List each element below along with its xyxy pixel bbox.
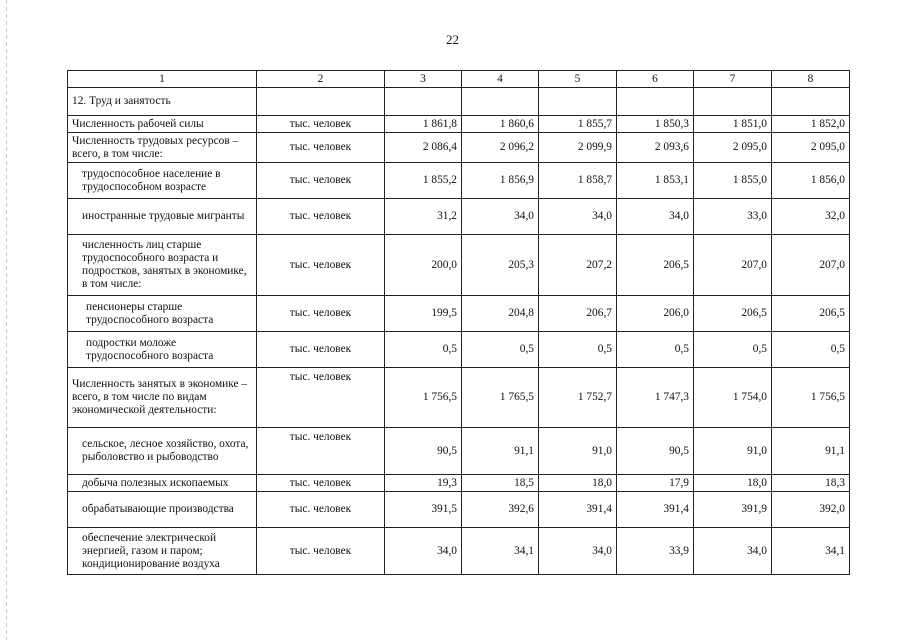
- row-value: 33,9: [617, 528, 694, 575]
- header-row: [68, 71, 850, 88]
- row-value: 34,0: [617, 199, 694, 235]
- table-row: [68, 528, 850, 575]
- row-value: 91,0: [694, 428, 772, 475]
- labor-employment-table: [67, 70, 850, 575]
- row-value: 1 860,6: [462, 116, 539, 133]
- row-unit: тыс. человек: [257, 428, 385, 475]
- row-value: 90,5: [385, 428, 462, 475]
- header-cell: 6: [617, 71, 694, 88]
- row-value: 91,0: [539, 428, 617, 475]
- empty-cell: [539, 88, 617, 116]
- row-value: 207,0: [694, 235, 772, 296]
- row-unit: тыс. человек: [257, 199, 385, 235]
- row-value: 34,0: [694, 528, 772, 575]
- row-value: 34,0: [462, 199, 539, 235]
- row-label: Численность рабочей силы: [68, 116, 257, 133]
- page-number: 22: [446, 32, 459, 47]
- row-label: подростки моложе трудоспособного возраста: [68, 332, 257, 368]
- row-value: 0,5: [462, 332, 539, 368]
- table-row: [68, 199, 850, 235]
- row-value: 32,0: [772, 199, 850, 235]
- row-value: 1 861,8: [385, 116, 462, 133]
- row-value: 2 095,0: [772, 133, 850, 163]
- row-unit: тыс. человек: [257, 116, 385, 133]
- row-value: 1 765,5: [462, 368, 539, 428]
- row-unit: тыс. человек: [257, 296, 385, 332]
- row-value: 18,3: [772, 475, 850, 492]
- row-unit: тыс. человек: [257, 332, 385, 368]
- empty-cell: [385, 88, 462, 116]
- header-cell: 4: [462, 71, 539, 88]
- header-cell: 7: [694, 71, 772, 88]
- row-value: 2 095,0: [694, 133, 772, 163]
- empty-cell: [694, 88, 772, 116]
- table-row: [68, 296, 850, 332]
- section-title: 12. Труд и занятость: [68, 88, 257, 116]
- row-value: 392,0: [772, 492, 850, 528]
- binding-margin-line: [6, 0, 7, 640]
- row-label: численность лиц старше трудоспособного возраста и подростков, занятых в экономике, в том числе:: [68, 235, 257, 296]
- row-value: 34,0: [539, 528, 617, 575]
- row-value: 18,5: [462, 475, 539, 492]
- header-cell: 5: [539, 71, 617, 88]
- row-value: 1 855,7: [539, 116, 617, 133]
- row-value: 1 858,7: [539, 163, 617, 199]
- table-row: [68, 116, 850, 133]
- row-value: 200,0: [385, 235, 462, 296]
- row-label: Численность трудовых ресурсов – всего, в том числе:: [68, 133, 257, 163]
- table-row: [68, 163, 850, 199]
- row-value: 1 851,0: [694, 116, 772, 133]
- row-value: 91,1: [462, 428, 539, 475]
- row-value: 1 855,2: [385, 163, 462, 199]
- row-label: трудоспособное население в трудоспособном возрасте: [68, 163, 257, 199]
- row-value: 34,0: [539, 199, 617, 235]
- row-value: 391,4: [617, 492, 694, 528]
- empty-cell: [257, 88, 385, 116]
- row-value: 1 852,0: [772, 116, 850, 133]
- row-value: 2 093,6: [617, 133, 694, 163]
- row-value: 1 756,5: [385, 368, 462, 428]
- row-value: 205,3: [462, 235, 539, 296]
- row-label: иностранные трудовые мигранты: [68, 199, 257, 235]
- row-label: обеспечение электрической энергией, газом и паром; кондиционирование воздуха: [68, 528, 257, 575]
- row-value: 1 752,7: [539, 368, 617, 428]
- row-value: 1 756,5: [772, 368, 850, 428]
- row-unit: тыс. человек: [257, 368, 385, 428]
- row-value: 206,5: [694, 296, 772, 332]
- table-row: [68, 492, 850, 528]
- table-row: [68, 368, 850, 428]
- table-row: [68, 235, 850, 296]
- row-value: 1 856,0: [772, 163, 850, 199]
- row-value: 1 747,3: [617, 368, 694, 428]
- row-label: Численность занятых в экономике – всего, в том числе по видам экономической деятельности:: [68, 368, 257, 428]
- header-cell: 3: [385, 71, 462, 88]
- row-value: 391,4: [539, 492, 617, 528]
- row-label: пенсионеры старше трудоспособного возраста: [68, 296, 257, 332]
- row-value: 0,5: [617, 332, 694, 368]
- row-value: 1 855,0: [694, 163, 772, 199]
- row-value: 34,1: [772, 528, 850, 575]
- row-value: 206,7: [539, 296, 617, 332]
- row-value: 0,5: [539, 332, 617, 368]
- row-value: 206,5: [772, 296, 850, 332]
- row-value: 17,9: [617, 475, 694, 492]
- table-row: [68, 133, 850, 163]
- row-value: 206,5: [617, 235, 694, 296]
- row-value: 31,2: [385, 199, 462, 235]
- row-value: 33,0: [694, 199, 772, 235]
- row-value: 207,0: [772, 235, 850, 296]
- table-row: [68, 332, 850, 368]
- header-cell: 8: [772, 71, 850, 88]
- row-value: 91,1: [772, 428, 850, 475]
- row-unit: тыс. человек: [257, 133, 385, 163]
- row-value: 1 850,3: [617, 116, 694, 133]
- empty-cell: [617, 88, 694, 116]
- row-label: обрабатывающие производства: [68, 492, 257, 528]
- row-unit: тыс. человек: [257, 475, 385, 492]
- row-value: 1 754,0: [694, 368, 772, 428]
- section-row: [68, 88, 850, 116]
- row-value: 2 096,2: [462, 133, 539, 163]
- row-value: 392,6: [462, 492, 539, 528]
- empty-cell: [462, 88, 539, 116]
- row-value: 2 099,9: [539, 133, 617, 163]
- row-value: 206,0: [617, 296, 694, 332]
- row-value: 391,5: [385, 492, 462, 528]
- empty-cell: [772, 88, 850, 116]
- row-value: 18,0: [694, 475, 772, 492]
- table-row: [68, 475, 850, 492]
- row-unit: тыс. человек: [257, 492, 385, 528]
- row-value: 204,8: [462, 296, 539, 332]
- row-value: 34,0: [385, 528, 462, 575]
- row-value: 90,5: [617, 428, 694, 475]
- row-value: 0,5: [772, 332, 850, 368]
- row-unit: тыс. человек: [257, 528, 385, 575]
- table-row: [68, 428, 850, 475]
- header-cell: 2: [257, 71, 385, 88]
- row-value: 199,5: [385, 296, 462, 332]
- row-label: сельское, лесное хозяйство, охота, рыболовство и рыбоводство: [68, 428, 257, 475]
- row-label: добыча полезных ископаемых: [68, 475, 257, 492]
- row-value: 2 086,4: [385, 133, 462, 163]
- header-cell: 1: [68, 71, 257, 88]
- row-value: 1 853,1: [617, 163, 694, 199]
- row-value: 207,2: [539, 235, 617, 296]
- row-value: 1 856,9: [462, 163, 539, 199]
- row-value: 34,1: [462, 528, 539, 575]
- row-value: 0,5: [385, 332, 462, 368]
- row-unit: тыс. человек: [257, 235, 385, 296]
- row-value: 391,9: [694, 492, 772, 528]
- row-unit: тыс. человек: [257, 163, 385, 199]
- row-value: 19,3: [385, 475, 462, 492]
- row-value: 0,5: [694, 332, 772, 368]
- row-value: 18,0: [539, 475, 617, 492]
